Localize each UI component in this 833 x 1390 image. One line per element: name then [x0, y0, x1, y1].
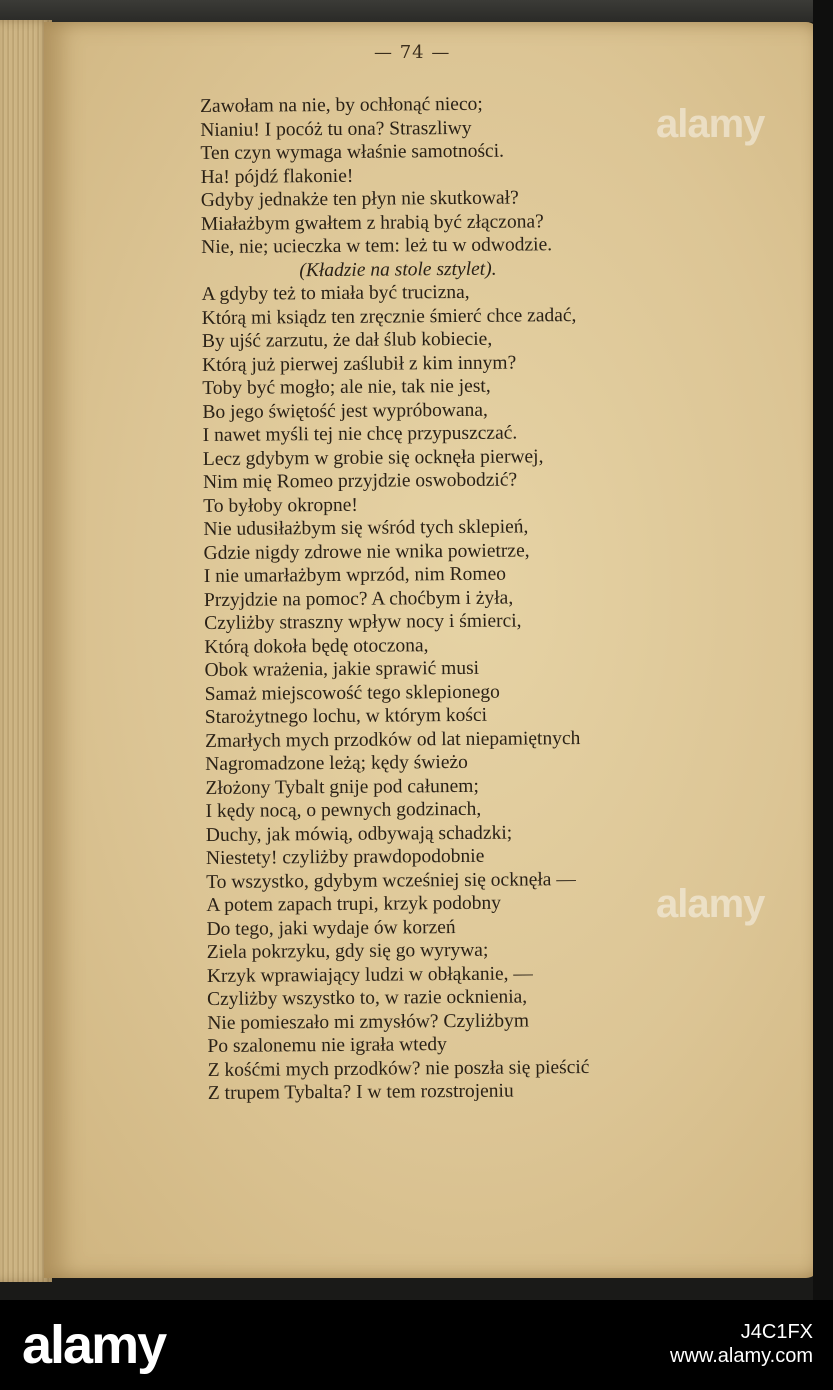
text-line: Miałażbym gwałtem z hrabią być złączona?	[200, 210, 544, 235]
text-line: Czyliżby straszny wpływ nocy i śmierci,	[204, 610, 522, 634]
text-line: Zmarłych mych przodków od lat niepamiętnych	[204, 727, 581, 752]
text-line: I kędy nocą, o pewnych godzinach,	[205, 798, 482, 822]
text-line: Którą już pierwej zaślubił z kim innym?	[202, 352, 517, 376]
text-line: Nagromadzone leżą; kędy świeżo	[205, 751, 468, 775]
text-line: Nie, nie; ucieczka w tem: leż tu w odwodzie.	[201, 234, 553, 258]
text-line: Nie udusiłażbym się wśród tych sklepień,	[203, 516, 529, 540]
text-line: By ujść zarzutu, że dał ślub kobiecie,	[201, 328, 493, 352]
text-line: Którą dokoła będę otoczona,	[204, 634, 429, 658]
text-line: Krzyk wprawiający ludzi w obłąkanie, —	[206, 962, 533, 987]
text-line: Z kośćmi mych przodków? nie poszła się pieścić	[207, 1056, 590, 1081]
text-line: Ha! pójdź flakonie!	[200, 165, 354, 188]
image-id: J4C1FX	[740, 1321, 813, 1343]
text-line: To byłoby okropne!	[203, 494, 358, 517]
text-line: Którą mi ksiądz ten zręcznie śmierć chce zadać,	[201, 304, 577, 329]
text-line: Nianiu! I pocóż tu ona? Straszliwy	[200, 117, 472, 141]
text-line: Duchy, jak mówią, odbywają schadzki;	[205, 822, 513, 846]
stock-footer	[0, 1300, 833, 1390]
text-line: Gdzie nigdy zdrowe nie wnika powietrze,	[203, 539, 530, 564]
text-line: I nawet myśli tej nie chcę przypuszczać.	[202, 422, 518, 446]
text-line: I nie umarłażbym wprzód, nim Romeo	[203, 563, 507, 587]
text-line: Ten czyn wymaga właśnie samotności.	[200, 140, 505, 164]
image-credit	[670, 1320, 813, 1368]
site-url: www.alamy.com	[670, 1345, 813, 1367]
page-number: — 74 —	[374, 42, 451, 63]
text-line: Nie pomieszało mi zmysłów? Czyliżbym	[207, 1009, 530, 1034]
text-line: Złożony Tybalt gnije pod całunem;	[205, 775, 479, 799]
text-line: Do tego, jaki wydaje ów korzeń	[206, 916, 456, 940]
poem-text	[200, 91, 768, 1106]
text-line: Ziela pokrzyku, gdy się go wyrywa;	[206, 939, 489, 963]
background-edge	[813, 0, 833, 1300]
watermark: alamy	[656, 102, 765, 146]
book-top-edge	[0, 0, 833, 22]
text-line: A gdyby też to miała być trucizna,	[201, 281, 470, 305]
text-line: Obok wrażenia, jakie sprawić musi	[204, 657, 480, 681]
text-line: Nim mię Romeo przyjdzie oswobodzić?	[202, 469, 518, 493]
text-line: Czyliżby wszystko to, w razie ocknienia,	[207, 986, 528, 1010]
text-line: Gdyby jednakże ten płyn nie skutkował?	[200, 187, 519, 211]
watermark: alamy	[656, 882, 765, 926]
text-line: Bo jego świętość jest wypróbowana,	[202, 399, 488, 423]
text-line: Zawołam na nie, by ochłonąć nieco;	[200, 93, 483, 117]
text-line: Toby być mogło; ale nie, tak nie jest,	[202, 375, 491, 399]
text-line: A potem zapach trupi, krzyk podobny	[206, 892, 502, 916]
text-line: Lecz gdybym w grobie się ocknęła pierwej,	[202, 445, 544, 470]
text-line: Samaż miejscowość tego sklepionego	[204, 681, 500, 705]
text-line: Starożytnego lochu, w którym kości	[204, 704, 488, 728]
alamy-logo: alamy	[22, 1315, 166, 1375]
text-line: To wszystko, gdybym wcześniej się ocknęła —	[206, 868, 576, 893]
stage-direction: (Kładzie na stole sztylet).	[299, 258, 497, 281]
text-line: Niestety! czyliżby prawdopodobnie	[205, 845, 485, 869]
text-line: Po szalonemu nie igrała wtedy	[207, 1034, 447, 1057]
text-line: Przyjdzie na pomoc? A choćbym i żyła,	[203, 587, 514, 611]
text-line: Z trupem Tybalta? I w tem rozstrojeniu	[207, 1080, 514, 1104]
